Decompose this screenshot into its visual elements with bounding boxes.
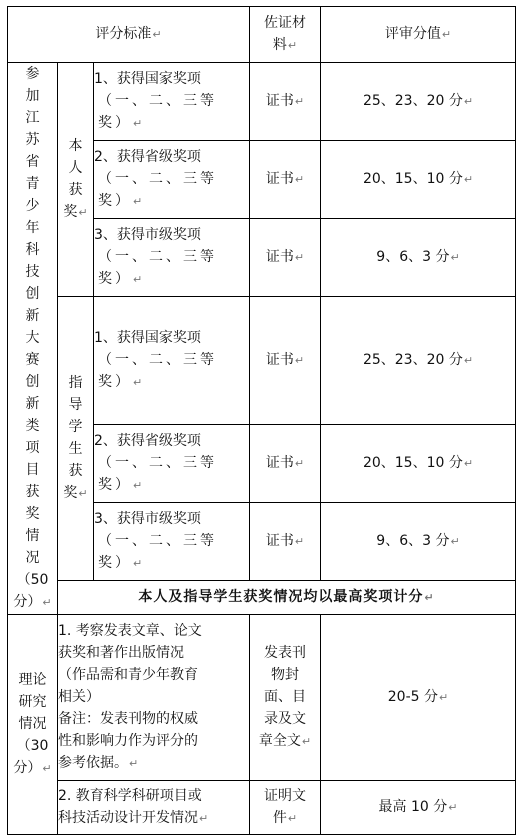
award-item-line2: （一、二、三等 <box>98 455 217 471</box>
award-item-line1: 2、获得省级奖项 <box>94 433 201 449</box>
award-score <box>321 425 516 503</box>
return-mark: ↵ <box>294 457 305 470</box>
section-research-title-line: 理论 <box>18 672 47 688</box>
return-mark: ↵ <box>450 251 460 264</box>
scoring-table <box>7 6 516 835</box>
section-competition-title-char: 获 <box>25 484 40 500</box>
header-materials <box>250 7 321 63</box>
award-item-line3: 奖） <box>98 374 132 390</box>
section-competition-title-char: 加 <box>25 88 40 104</box>
award-item-line1: 3、获得市级奖项 <box>94 227 201 243</box>
award-score <box>321 63 516 141</box>
research-item-2-material-line: 证明文 <box>264 788 306 804</box>
self-award-label-char: 本 <box>68 138 83 154</box>
return-mark: ↵ <box>133 557 146 570</box>
section-competition-title-char: 创 <box>25 374 40 390</box>
award-item-line2: （一、二、三等 <box>98 171 217 187</box>
section-research-title-line: 研究 <box>18 694 47 710</box>
return-mark: ↵ <box>152 28 162 41</box>
return-mark: ↵ <box>199 812 209 825</box>
award-material <box>250 297 321 425</box>
guide-award-label <box>58 297 94 581</box>
self-award-label-char: 人 <box>68 160 83 176</box>
header-score <box>321 7 516 63</box>
research-item-1-material-line: 物封 <box>271 667 299 683</box>
section-research-title-line: （30 <box>16 738 49 754</box>
research-item-1-material-line: 发表刊 <box>264 645 306 661</box>
award-item-line3: 奖） <box>98 477 132 493</box>
section-competition-title-char: 奖 <box>25 506 40 522</box>
award-item-line3: 奖） <box>98 271 132 287</box>
return-mark: ↵ <box>287 812 298 825</box>
highest-award-note <box>58 581 516 615</box>
award-score <box>321 297 516 425</box>
award-score-text: 9、6、3 分 <box>376 533 450 549</box>
research-row <box>8 615 516 781</box>
award-score <box>321 219 516 297</box>
section-competition-title-char: 情 <box>25 528 40 544</box>
guide-award-label-char: 导 <box>68 397 83 413</box>
research-item-1-line: （作品需和青少年教育 <box>58 667 198 683</box>
award-material-text: 证书 <box>265 455 294 471</box>
research-item-2-material-line: 件↵ <box>272 810 298 826</box>
return-mark: ↵ <box>463 95 474 108</box>
award-item-line3: 奖） <box>98 555 132 571</box>
header-criteria <box>8 7 250 63</box>
research-item-1-line: 1. 考察发表文章、论文 <box>58 623 202 639</box>
research-item-1 <box>58 615 250 781</box>
guide-award-label-char: 学 <box>68 419 83 435</box>
guide-award-label-char: 生 <box>68 441 83 457</box>
award-score-text: 25、23、20 分 <box>362 93 463 109</box>
award-item-line1: 3、获得市级奖项 <box>94 511 201 527</box>
section-competition-title-char: 新 <box>25 396 40 412</box>
header-score-text: 评审分值 <box>384 26 441 42</box>
award-item <box>94 503 250 581</box>
award-row <box>8 297 516 425</box>
section-competition-title-char: 况 <box>25 550 40 566</box>
research-item-1-material-line: 章全文↵ <box>258 733 312 749</box>
return-mark: ↵ <box>463 457 474 470</box>
award-score <box>321 141 516 219</box>
return-mark: ↵ <box>463 173 474 186</box>
return-mark: ↵ <box>133 117 146 130</box>
research-item-1-line: 获奖和著作出版情况 <box>58 645 184 661</box>
section-competition-title-char: 苏 <box>25 132 40 148</box>
award-material-text: 证书 <box>265 352 294 368</box>
award-item <box>94 219 250 297</box>
research-item-1-material-line: 面、目 <box>264 689 306 705</box>
research-item-1-line: 相关） <box>58 689 100 705</box>
award-material-text: 证书 <box>265 249 294 265</box>
award-score-text: 20、15、10 分 <box>362 171 463 187</box>
return-mark: ↵ <box>439 691 449 704</box>
return-mark: ↵ <box>78 206 88 219</box>
research-item-2-material <box>250 781 321 835</box>
return-mark: ↵ <box>78 487 88 500</box>
section-competition-title-char: 目 <box>25 462 40 478</box>
header-row <box>8 7 516 63</box>
award-item <box>94 425 250 503</box>
section-competition-title-char: （50 <box>16 572 49 588</box>
award-material-text: 证书 <box>265 93 294 109</box>
section-competition-title-char: 赛 <box>25 352 40 368</box>
section-competition-title-char: 分）↵ <box>13 594 52 610</box>
section-research-title-line: 情况 <box>18 716 47 732</box>
award-row <box>8 63 516 141</box>
award-score-text: 25、23、20 分 <box>362 352 463 368</box>
award-item-line3: 奖） <box>98 115 132 131</box>
section-competition-title-char: 科 <box>25 242 40 258</box>
return-mark: ↵ <box>133 195 146 208</box>
return-mark: ↵ <box>42 762 52 775</box>
return-mark: ↵ <box>463 354 474 367</box>
award-material <box>250 503 321 581</box>
research-item-2 <box>58 781 250 835</box>
return-mark: ↵ <box>301 735 312 748</box>
section-competition-title-char: 大 <box>25 330 40 346</box>
guide-award-label-char: 获 <box>68 463 83 479</box>
guide-award-label-char: 指 <box>68 375 83 391</box>
section-research-title-line: 分）↵ <box>13 760 52 776</box>
note-row <box>8 581 516 615</box>
section-competition-title-char: 类 <box>25 418 40 434</box>
research-item-2-line: 2. 教育科学科研项目或 <box>58 788 202 804</box>
research-item-2-score <box>321 781 516 835</box>
award-item-line1: 1、获得国家奖项 <box>94 330 201 346</box>
return-mark: ↵ <box>441 28 452 41</box>
highest-award-note-text: 本人及指导学生获奖情况均以最高奖项计分 <box>138 589 424 605</box>
return-mark: ↵ <box>294 354 305 367</box>
header-materials-line1: 佐证材 <box>264 15 306 31</box>
section-competition-title-char: 项 <box>25 440 40 456</box>
research-item-1-line: 性和影响力作为评分的 <box>58 733 198 749</box>
award-item <box>94 63 250 141</box>
section-competition-title <box>8 63 58 615</box>
section-competition-title-char: 江 <box>25 110 40 126</box>
research-item-1-material-line: 录及文 <box>264 711 306 727</box>
award-item-line2: （一、二、三等 <box>98 533 217 549</box>
guide-award-label-char: 奖↵ <box>63 485 88 501</box>
section-competition-title-char: 技 <box>25 264 40 280</box>
research-row <box>8 781 516 835</box>
section-research-title <box>8 615 58 835</box>
section-competition-title-char: 少 <box>25 198 40 214</box>
award-item <box>94 141 250 219</box>
award-item-line1: 1、获得国家奖项 <box>94 71 201 87</box>
research-item-1-material <box>250 615 321 781</box>
return-mark: ↵ <box>294 173 305 186</box>
award-item-line2: （一、二、三等 <box>98 93 217 109</box>
award-material <box>250 219 321 297</box>
return-mark: ↵ <box>133 479 146 492</box>
research-item-1-score-text: 20-5 分 <box>387 689 438 705</box>
award-item <box>94 297 250 425</box>
award-item-line3: 奖） <box>98 193 132 209</box>
section-competition-title-char: 年 <box>25 220 40 236</box>
award-material-text: 证书 <box>265 171 294 187</box>
award-material-text: 证书 <box>265 533 294 549</box>
header-materials-line2: 料 <box>272 37 287 53</box>
award-score-text: 9、6、3 分 <box>376 249 450 265</box>
section-competition-title-char: 青 <box>25 176 40 192</box>
award-material <box>250 141 321 219</box>
return-mark: ↵ <box>129 757 139 770</box>
return-mark: ↵ <box>133 376 146 389</box>
research-item-1-line: 参考依据。↵ <box>58 755 139 771</box>
section-competition-title-char: 省 <box>25 154 40 170</box>
self-award-label-char: 获 <box>68 182 83 198</box>
return-mark: ↵ <box>450 535 460 548</box>
award-material <box>250 425 321 503</box>
header-criteria-text: 评分标准 <box>95 26 152 42</box>
award-item-line2: （一、二、三等 <box>98 352 217 368</box>
return-mark: ↵ <box>133 273 146 286</box>
return-mark: ↵ <box>424 591 435 604</box>
self-award-label <box>58 63 94 297</box>
award-score <box>321 503 516 581</box>
award-item-line1: 2、获得省级奖项 <box>94 149 201 165</box>
award-item-line2: （一、二、三等 <box>98 249 217 265</box>
section-competition-title-char: 参 <box>25 66 40 82</box>
self-award-label-char: 奖↵ <box>63 204 88 220</box>
research-item-2-line: 科技活动设计开发情况↵ <box>58 810 209 826</box>
section-competition-title-char: 新 <box>25 308 40 324</box>
research-item-2-score-text: 最高 10 分 <box>378 799 448 815</box>
return-mark: ↵ <box>448 801 458 814</box>
research-item-1-line: 备注：发表刊物的权威 <box>58 711 198 727</box>
return-mark: ↵ <box>294 95 305 108</box>
return-mark: ↵ <box>294 535 305 548</box>
award-material <box>250 63 321 141</box>
award-score-text: 20、15、10 分 <box>362 455 463 471</box>
return-mark: ↵ <box>287 39 298 52</box>
research-item-1-score <box>321 615 516 781</box>
section-competition-title-char: 创 <box>25 286 40 302</box>
return-mark: ↵ <box>42 596 52 609</box>
return-mark: ↵ <box>294 251 305 264</box>
